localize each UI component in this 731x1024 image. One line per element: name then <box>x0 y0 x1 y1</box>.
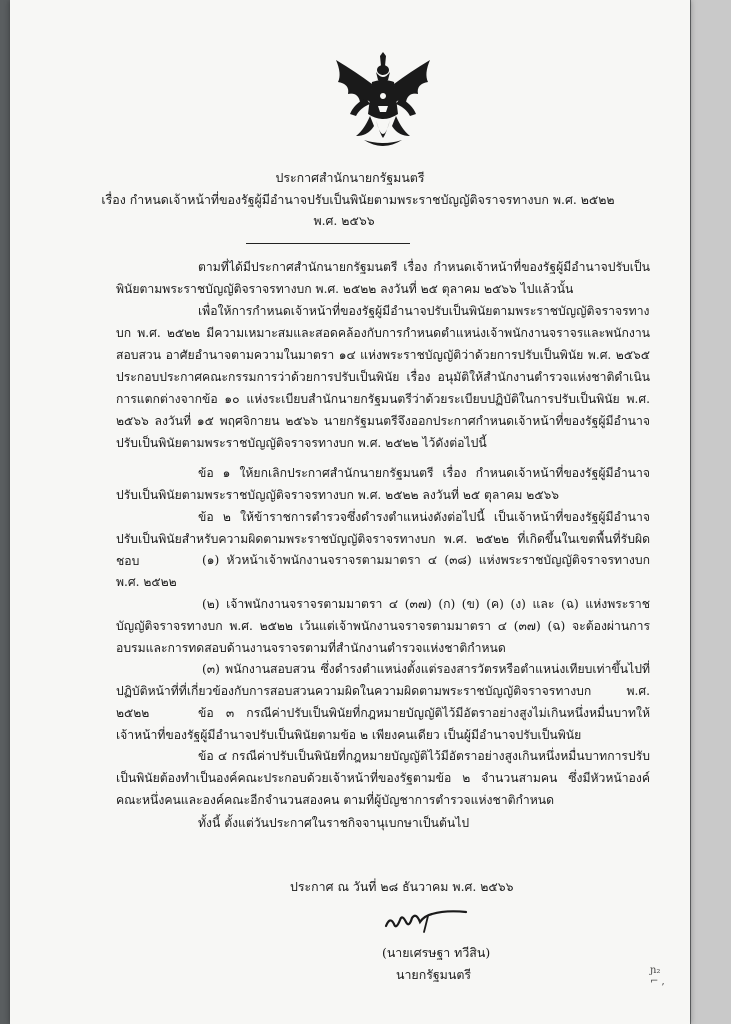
clause-2-item-1: (๑) หัวหน้าเจ้าพนักงานจราจรตามมาตรา ๔ (๓๘) แห่งพระราชบัญญัติจราจรทางบก พ.ศ. ๒๕๒๒ <box>116 553 650 589</box>
clause-2-item-2: (๒) เจ้าพนักงานจราจรตามมาตรา ๔ (๓๗) (ก) (ข) (ค) (ง) และ (ฉ) แห่งพระราชบัญญัติจราจรทางบก พ.ศ. ๒๕๒๒ เว้นแต่เจ้าพนักงานจราจรตามมาตรา ๔ (๓๗) (ฉ) จะต้องผ่านการอบรมและการทดสอบด้านงานจราจรตามที่สำนักงานตำรวจแห่งชาติกำหนด <box>116 597 650 655</box>
signer-name: (นายเศรษฐา ทวีสิน) <box>382 945 491 960</box>
signer-title: นายกรัฐมนตรี <box>396 967 472 982</box>
effective-clause: ทั้งนี้ ตั้งแต่วันประกาศในราชกิจจานุเบกษาเป็นต้นไป <box>198 816 470 830</box>
clause-2-item-3: (๓) พนักงานสอบสวน ซึ่งดำรงตำแหน่งตั้งแต่รองสารวัตรหรือตำแหน่งเทียบเท่าขึ้นไปที่ปฏิบัติหน้าที่ที่เกี่ยวข้องกับการสอบสวนความผิดในความผิดตามพระราชบัญญัติจราจรทางบก พ.ศ. ๒๕๒๒ <box>116 662 650 720</box>
clause-4: ข้อ ๔ กรณีค่าปรับเป็นพินัยที่กฎหมายบัญญัติไว้มีอัตราอย่างสูงเกินหนึ่งหมื่นบาทการปรับเป็นพินัยต้องทำเป็นองค์คณะประกอบด้วยเจ้าหน้าที่ของรัฐตามข้อ ๒ จำนวนสามคน ซึ่งมีหัวหน้าองค์คณะหนึ่งคนและองค์คณะอีกจำนวนสองคน ตามที่ผู้บัญชาการตำรวจแห่งชาติกำหนด <box>116 749 650 807</box>
clause-1: ข้อ ๑ ให้ยกเลิกประกาศสำนักนายกรัฐมนตรี เรื่อง กำหนดเจ้าหน้าที่ของรัฐผู้มีอำนาจปรับเป็นพินัยตามพระราชบัญญัติจราจรทางบก พ.ศ. ๒๕๒๒ ลงวันที่ ๒๕ ตุลาคม ๒๕๖๖ <box>116 466 650 502</box>
garuda-emblem <box>328 52 438 152</box>
signature <box>376 904 476 934</box>
paragraph-preamble: ตามที่ได้มีประกาศสำนักนายกรัฐมนตรี เรื่อง กำหนดเจ้าหน้าที่ของรัฐผู้มีอำนาจปรับเป็นพินัยตามพระราชบัญญัติจราจรทางบก พ.ศ. ๒๕๒๒ ลงวันที่ ๒๕ ตุลาคม ๒๕๖๖ ไปแล้วนั้น <box>116 260 650 296</box>
subject-line-1: เรื่อง กำหนดเจ้าหน้าที่ของรัฐผู้มีอำนาจปรับเป็นพินัยตามพระราชบัญญัติจราจรทางบก พ.ศ. ๒๕๒๒ <box>101 192 615 207</box>
background-right <box>691 0 731 1024</box>
title-divider <box>246 243 410 244</box>
clause-2: ข้อ ๒ ให้ข้าราชการตำรวจซึ่งดำรงตำแหน่งดังต่อไปนี้ เป็นเจ้าหน้าที่ของรัฐผู้มีอำนาจปรับเป็นพินัยสำหรับความผิดตามพระราชบัญญัติจราจรทางบก พ.ศ. ๒๕๒๒ ที่เกิดขึ้นในเขตพื้นที่รับผิดชอบ <box>116 510 650 568</box>
date-line: ประกาศ ณ วันที่ ๒๘ ธันวาคม พ.ศ. ๒๕๖๖ <box>290 879 514 894</box>
clause-3: ข้อ ๓ กรณีค่าปรับเป็นพินัยที่กฎหมายบัญญัติไว้มีอัตราอย่างสูงไม่เกินหนึ่งหมื่นบาทให้เจ้าหน้าที่ของรัฐผู้มีอำนาจปรับเป็นพินัยตามข้อ ๒ เพียงคนเดียว เป็นผู้มีอำนาจปรับเป็นพินัย <box>116 706 650 742</box>
paragraph-purpose: เพื่อให้การกำหนดเจ้าหน้าที่ของรัฐผู้มีอำนาจปรับเป็นพินัยตามพระราชบัญญัติจราจรทางบก พ.ศ. ๒๕๒๒ มีความเหมาะสมและสอดคล้องกับการกำหนดตำแหน่งเจ้าพนักงานจราจรและพนักงานสอบสวน อาศัยอำนาจตามความในมาตรา ๑๔ แห่งพระราชบัญญัติว่าด้วยการปรับเป็นพินัย พ.ศ. ๒๕๖๕ ประกอบประกาศคณะกรรมการว่าด้วยการปรับเป็นพินัย เรื่อง อนุมัติให้สำนักงานตำรวจแห่งชาติดำเนินการแตกต่างจากข้อ ๑๐ แห่งระเบียบสำนักนายกรัฐมนตรีว่าด้วยระเบียบปฏิบัติในการปรับเป็นพินัย พ.ศ. ๒๕๖๖ ลงวันที่ ๑๕ พฤศจิกายน ๒๕๖๖ นายกรัฐมนตรีจึงออกประกาศกำหนดเจ้าหน้าที่ของรัฐผู้มีอำนาจปรับเป็นพินัยตามพระราชบัญญัติจราจรทางบก พ.ศ. ๒๕๒๒ ไว้ดังต่อไปนี้ <box>116 304 650 450</box>
subject-line-2: พ.ศ. ๒๕๖๖ <box>313 213 375 228</box>
document-page <box>10 0 690 1024</box>
announcement-title: ประกาศสำนักนายกรัฐมนตรี <box>275 170 425 185</box>
margin-mark: ɲ₂ ⌐ , <box>650 965 665 987</box>
